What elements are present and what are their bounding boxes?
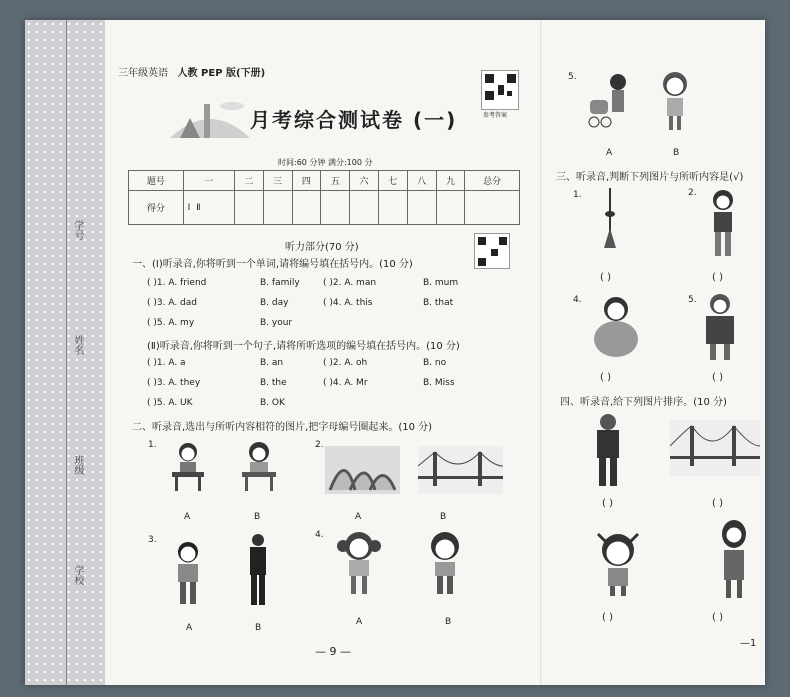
sub-part-1: Ⅰ: [187, 202, 191, 213]
s4-bridge: [670, 420, 760, 476]
s1-q1-b: B. family: [260, 278, 300, 288]
s1-q2-b: B. mum: [423, 278, 459, 288]
score-cell[interactable]: [436, 191, 465, 225]
score-cell: 八: [407, 171, 436, 191]
s1-q5[interactable]: ( )5. A. my: [147, 318, 195, 328]
s1b-q3[interactable]: ( )3. A. they: [147, 378, 201, 388]
s2-q4-girl: [333, 530, 385, 596]
edition: 人教 PEP 版(下册): [177, 68, 266, 79]
s3-num-1: 1.: [573, 190, 582, 200]
s1b-q4-b: B. Miss: [423, 378, 455, 388]
r-q5-a[interactable]: A: [606, 148, 613, 158]
section3-title: 三、听录音,判断下列图片与所听内容是(√): [556, 172, 744, 183]
sub-part-2: Ⅱ: [196, 202, 201, 213]
s2-q2-bridge: [418, 446, 503, 494]
s1b-q2[interactable]: ( )2. A. oh: [323, 358, 368, 368]
r-q5-woman-with-stroller: [588, 72, 632, 132]
listening-header: 听力部分(70 分): [285, 242, 359, 253]
s1b-q5-b: B. OK: [260, 398, 285, 408]
label-school: 学校: [72, 565, 83, 585]
label-name: 姓名: [72, 335, 83, 355]
s1-q4[interactable]: ( )4. A. this: [323, 298, 373, 308]
score-cell[interactable]: [465, 191, 520, 225]
s1b-q3-b: B. the: [260, 378, 287, 388]
s2-q4-b[interactable]: B: [445, 617, 452, 627]
r-num-5: 5.: [568, 72, 577, 82]
s1-q3-b: B. day: [260, 298, 289, 308]
score-cell[interactable]: [292, 191, 321, 225]
score-cell[interactable]: [321, 191, 350, 225]
score-cell: 三: [263, 171, 292, 191]
section1-title: 一、(Ⅰ)听录音,你将听到一个单词,请将编号填在括号内。(10 分): [132, 259, 413, 270]
s2-q3-b[interactable]: B: [255, 623, 262, 633]
s1-q3[interactable]: ( )3. A. dad: [147, 298, 197, 308]
score-cell: 四: [292, 171, 321, 191]
s4-woman: [716, 520, 752, 600]
monument-illustration: [170, 98, 250, 140]
s2-q2-b[interactable]: B: [440, 512, 447, 522]
s3-q4-woman: [588, 295, 644, 359]
score-cell[interactable]: [378, 191, 407, 225]
score-cell[interactable]: [350, 191, 379, 225]
s3-num-5: 5.: [688, 295, 697, 305]
score-cell: 六: [350, 171, 379, 191]
s3-q2-answer[interactable]: ( ): [712, 272, 723, 283]
label-student-no: 学号: [72, 220, 83, 240]
s1-q4-b: B. that: [423, 298, 454, 308]
s2-q1-girl-at-desk: [238, 440, 280, 492]
s2-num-2: 2.: [315, 440, 324, 450]
s3-num-2: 2.: [688, 188, 697, 198]
s2-q4-boy: [425, 530, 465, 596]
score-cell-sub[interactable]: [183, 191, 234, 225]
r-q5-b[interactable]: B: [673, 148, 680, 158]
score-cell: 九: [436, 171, 465, 191]
s3-q1-tv-tower: [600, 188, 620, 250]
score-cell[interactable]: [407, 191, 436, 225]
s3-q4-answer[interactable]: ( ): [600, 372, 611, 383]
binding-strip: [25, 20, 105, 685]
s2-q1-b[interactable]: B: [254, 512, 261, 522]
s2-q3-man-in-suit: [245, 532, 271, 606]
header: [118, 64, 265, 79]
s4-q2-answer[interactable]: ( ): [712, 498, 723, 509]
s2-q2-a[interactable]: A: [355, 512, 362, 522]
s2-num-4: 4.: [315, 530, 324, 540]
s4-q4-answer[interactable]: ( ): [712, 612, 723, 623]
s2-num-3: 3.: [148, 535, 157, 545]
score-cell: 七: [378, 171, 407, 191]
score-cell: 总分: [465, 171, 520, 191]
answer-qr-code[interactable]: [481, 70, 519, 110]
s2-q1-a[interactable]: A: [184, 512, 191, 522]
s1-q2[interactable]: ( )2. A. man: [323, 278, 377, 288]
s3-q5-grandma: [700, 292, 740, 362]
s2-num-1: 1.: [148, 440, 157, 450]
page-fold: [540, 20, 542, 685]
s4-q1-answer[interactable]: ( ): [602, 498, 613, 509]
score-cell: 一: [183, 171, 234, 191]
s2-q2-opera-house: [325, 446, 400, 494]
grade: 三年级英语: [118, 68, 168, 79]
score-cell: 题号: [129, 171, 184, 191]
binding-line: [66, 20, 67, 685]
s1-q1[interactable]: ( )1. A. friend: [147, 278, 207, 288]
score-cell: 二: [234, 171, 263, 191]
s2-q4-a[interactable]: A: [356, 617, 363, 627]
qr-label: 参考答案: [483, 112, 508, 119]
score-cell[interactable]: [263, 191, 292, 225]
s2-q1-boy-at-desk: [168, 440, 208, 492]
audio-qr-code[interactable]: [474, 233, 510, 269]
score-cell: 得分: [129, 191, 184, 225]
time-info: 时间:60 分钟 满分:100 分: [278, 158, 373, 167]
s1b-q1-b: B. an: [260, 358, 284, 368]
section4-title: 四、听录音,给下列图片排序。(10 分): [560, 397, 727, 408]
s3-q5-answer[interactable]: ( ): [712, 372, 723, 383]
s3-q2-boy-waving: [705, 188, 741, 260]
r-q5-girl-with-flower: [655, 70, 695, 132]
s3-num-4: 4.: [573, 295, 582, 305]
exam-title: 月考综合测试卷 (一): [250, 108, 458, 132]
score-cell: 五: [321, 171, 350, 191]
page-number: — 9 —: [315, 645, 351, 658]
s1b-q1[interactable]: ( )1. A. a: [147, 358, 186, 368]
s4-girl: [592, 528, 644, 598]
section2-title: 二、听录音,选出与所听内容相符的图片,把字母编号圈起来。(10 分): [132, 422, 433, 433]
s4-q3-answer[interactable]: ( ): [602, 612, 613, 623]
s1b-q2-b: B. no: [423, 358, 447, 368]
s4-man: [590, 412, 626, 488]
section1-sub2-title: (Ⅱ)听录音,你将听到一个句子,请将所听选项的编号填在括号内。(10 分): [147, 341, 460, 352]
score-table: [128, 170, 520, 225]
s1b-q5[interactable]: ( )5. A. UK: [147, 398, 193, 408]
score-cell[interactable]: [234, 191, 263, 225]
s2-q3-boy: [170, 540, 206, 606]
s1b-q4[interactable]: ( )4. A. Mr: [323, 378, 368, 388]
right-page-number: —1: [740, 638, 757, 649]
s3-q1-answer[interactable]: ( ): [600, 272, 611, 283]
s2-q3-a[interactable]: A: [186, 623, 193, 633]
s1-q5-b: B. your: [260, 318, 293, 328]
label-class: 班级: [72, 455, 83, 475]
